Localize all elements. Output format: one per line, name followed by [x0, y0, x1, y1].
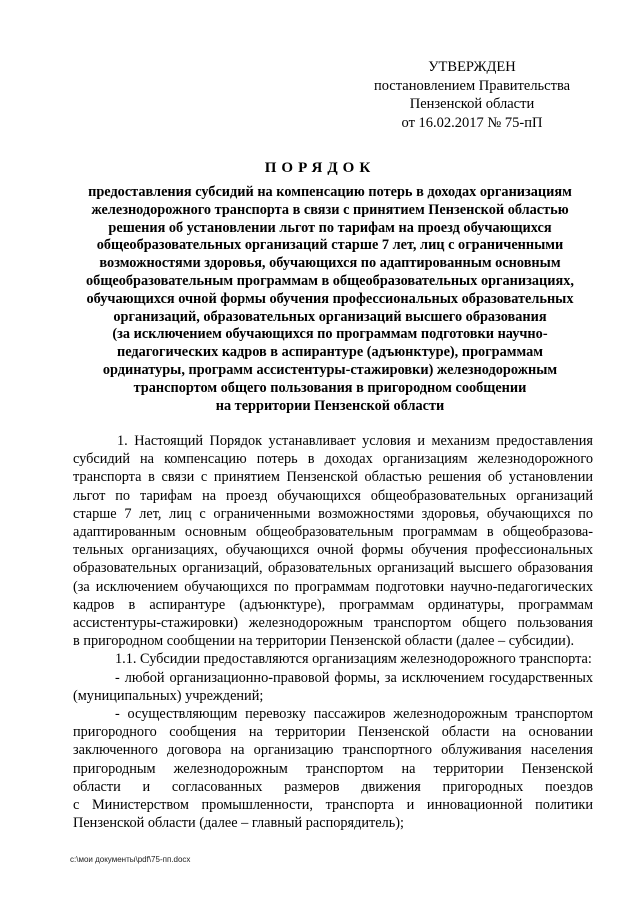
body-line: старше 7 лет, лиц с ограниченными возможностями здоровья, обучающихся по: [73, 505, 593, 522]
approval-heading: УТВЕРЖДЕН: [428, 59, 516, 75]
body-line: пригородного сообщения на территории Пензенской области на основании: [73, 724, 593, 741]
subtitle-line: транспортом общего пользования в пригородном сообщении: [133, 379, 527, 396]
body-line: с Министерством промышленности, транспорта и инновационной политики: [73, 797, 593, 814]
body-line: (за исключением обучающихся по программам подготовки научно-педагогических: [73, 578, 593, 595]
approval-region: Пензенской области: [409, 96, 535, 112]
subtitle-line: общеобразовательным программам в общеобразовательных организациях,: [86, 272, 574, 289]
file-path-footer: c:\мои документы\pdf\75-пп.docx: [70, 855, 191, 864]
body-line: - осуществляющим перевозку пассажиров железнодорожным транспортом: [115, 706, 593, 723]
body-line: тельных организациях, обучающихся очной формы обучения профессиональных: [73, 542, 593, 559]
body-line: (муниципальных) учреждений;: [73, 687, 264, 704]
subtitle-line: на территории Пензенской области: [215, 397, 445, 414]
body-line: льгот по тарифам на проезд обучающихся общеобразовательных организаций: [73, 487, 593, 504]
subtitle-line: обучающихся очной формы обучения профессиональных образовательных: [86, 290, 574, 307]
approval-decree: постановлением Правительства: [373, 77, 571, 94]
subtitle-line: общеобразовательных организаций старше 7 лет, лиц с ограниченными: [96, 237, 564, 254]
body-line: транспорта в связи с принятием Пензенской областью решения об установлении: [73, 469, 593, 486]
document-title: ПОРЯДОК: [264, 160, 376, 176]
body-line: области и согласованных размеров движения пригородных поездов: [73, 778, 593, 795]
approval-date-number: от 16.02.2017 № 75-пП: [401, 114, 543, 131]
body-line: ассистентуры-стажировки) железнодорожным транспортом общего пользования: [73, 615, 593, 632]
body-line: Пензенской области (далее – главный распорядитель);: [73, 815, 405, 832]
body-line: 1.1. Субсидии предоставляются организациям железнодорожного транспорта:: [115, 651, 592, 668]
body-line: 1. Настоящий Порядок устанавливает условия и механизм предоставления: [117, 433, 593, 449]
subtitle-line: решения об установлении льгот по тарифам на проезд обучающихся: [108, 219, 552, 236]
subtitle-line: предоставления субсидий на компенсацию потерь в доходах организациям: [88, 184, 572, 200]
subtitle-line: ординатуры, программ ассистентуры-стажировки) железнодорожным: [102, 361, 558, 378]
subtitle-line: педагогических кадров в аспирантуре (адъюнктуре), программам: [116, 344, 544, 361]
body-line: - любой организационно-правовой формы, за исключением государственных: [115, 669, 593, 686]
approval-block: [372, 58, 572, 132]
document-subtitle: [60, 184, 600, 415]
body-line: субсидий на компенсацию потерь в доходах организациям железнодорожного: [73, 451, 593, 468]
subtitle-line: возможностями здоровья, обучающихся по адаптированным основным: [99, 255, 561, 272]
body-line: в пригородном сообщении на территории Пензенской области (далее – субсидии).: [73, 633, 575, 650]
body-line: адаптированным основным общеобразовательным программам в общеобразова-: [73, 524, 593, 541]
subtitle-line: железнодорожного транспорта в связи с принятием Пензенской областью: [91, 201, 569, 218]
body-line: кадров в аспирантуре (адъюнктуре), программам ординатуры, программам: [73, 596, 593, 613]
body-line: образовательных организаций, образовательных организаций высшего образования: [73, 560, 593, 577]
subtitle-line: (за исключением обучающихся по программам подготовки научно-: [112, 326, 548, 343]
document-body: [73, 432, 593, 832]
body-line: заключенного договора на организацию транспортного облуживания населения: [73, 742, 593, 759]
body-line: пригородным железнодорожным транспортом на территории Пензенской: [73, 760, 593, 777]
subtitle-line: организаций, образовательных организаций высшего образования: [113, 308, 547, 325]
